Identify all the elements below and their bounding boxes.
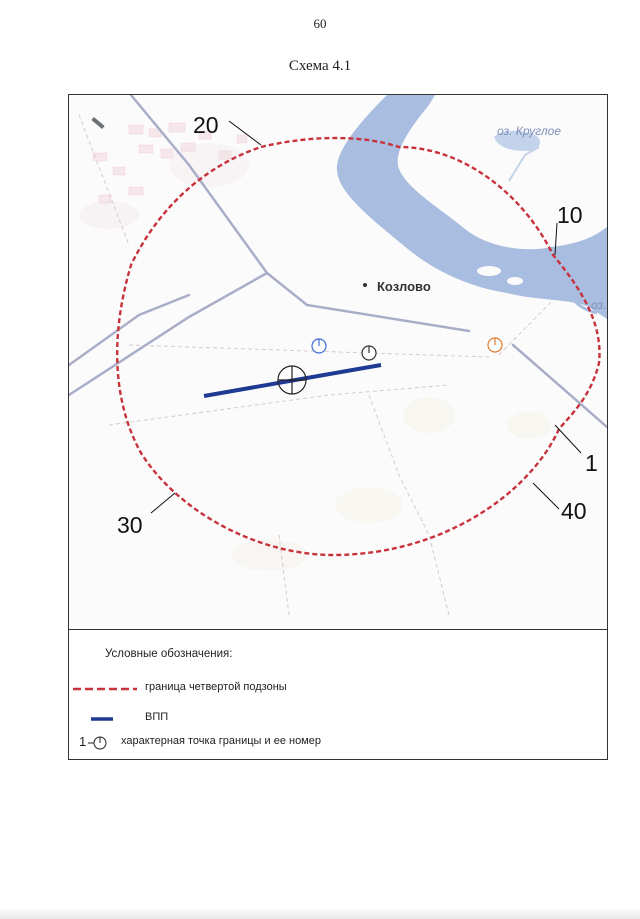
legend-label-point: характерная точка границы и ее номер bbox=[121, 735, 321, 747]
boundary-point-label-10: 10 bbox=[557, 202, 583, 228]
legend-label-boundary: граница четвертой подзоны bbox=[145, 681, 287, 693]
legend-divider bbox=[69, 629, 607, 630]
legend-label-runway: ВПП bbox=[145, 711, 169, 723]
point-marker-icon bbox=[488, 338, 502, 352]
legend-marker-number: 1 bbox=[79, 734, 87, 749]
boundary-dashed-line-symbol bbox=[73, 683, 153, 695]
boundary-point-label-40: 40 bbox=[561, 498, 587, 524]
scheme-title: Схема 4.1 bbox=[288, 58, 352, 74]
map-frame bbox=[68, 94, 608, 760]
village-label: Козлово bbox=[377, 279, 431, 294]
point-marker-icon bbox=[362, 346, 376, 360]
boundary-point-label-20: 20 bbox=[193, 112, 219, 138]
page-number: 60 bbox=[313, 16, 327, 31]
legend-title: Условные обозначения: bbox=[105, 648, 233, 660]
lake-label: оз. Круглое bbox=[497, 124, 562, 138]
map bbox=[69, 95, 607, 629]
airport-reference-point-icon bbox=[278, 366, 306, 394]
point-marker-symbol-icon bbox=[88, 733, 112, 753]
boundary-point-label-30: 30 bbox=[117, 512, 143, 538]
lake-label-cut: оз. bbox=[591, 298, 607, 312]
point-marker-icon bbox=[312, 339, 326, 353]
scan-edge bbox=[0, 907, 640, 919]
boundary-point-label-1: 1 bbox=[585, 450, 598, 476]
runway-line-symbol bbox=[91, 713, 131, 725]
village-dot bbox=[363, 283, 367, 287]
